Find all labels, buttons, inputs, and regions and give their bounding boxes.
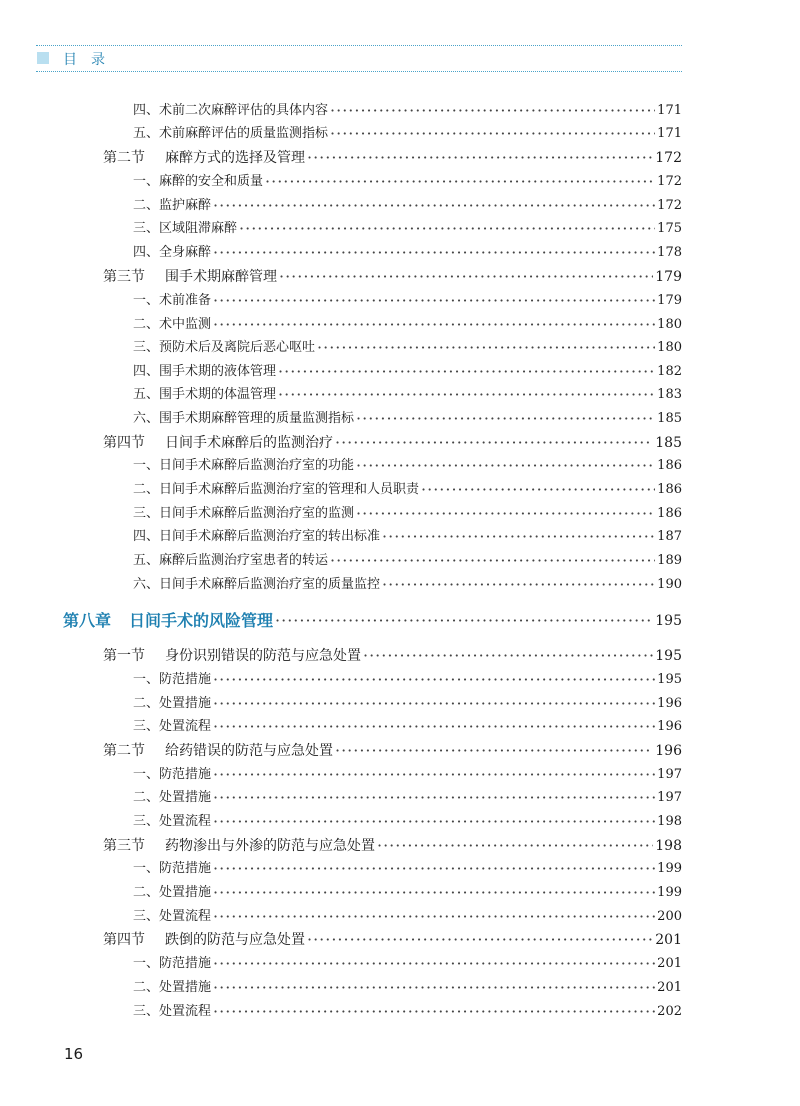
toc-entry-title: 六、日间手术麻醉后监测治疗室的质量监控 bbox=[133, 577, 381, 592]
toc-entry-title: 三、处置流程 bbox=[133, 814, 212, 829]
header-square-icon bbox=[37, 52, 49, 64]
toc-entry-title: 日间手术的风险管理 bbox=[129, 611, 274, 630]
toc-entry-title: 跌倒的防范与应急处置 bbox=[165, 932, 305, 948]
toc-entry-title: 二、处置措施 bbox=[133, 980, 212, 995]
toc-entry-label bbox=[133, 811, 211, 833]
toc-entry-label bbox=[133, 716, 211, 738]
toc-entry-title: 一、麻醉的安全和质量 bbox=[133, 174, 264, 189]
dot-leader bbox=[330, 550, 655, 572]
toc-entry-page-number: 201 bbox=[657, 980, 682, 995]
toc-entry-label bbox=[103, 929, 305, 951]
page-number: 16 bbox=[64, 1045, 84, 1063]
toc-entry-page-number: 201 bbox=[655, 932, 682, 948]
dot-leader bbox=[330, 123, 655, 145]
toc-item-row[interactable] bbox=[133, 361, 682, 383]
toc-section-row[interactable] bbox=[103, 266, 682, 288]
toc-entry-page-number: 186 bbox=[657, 458, 682, 473]
toc-entry-page-number: 185 bbox=[655, 435, 682, 451]
toc-section-row[interactable] bbox=[103, 645, 682, 667]
dot-leader bbox=[213, 882, 655, 904]
toc-entry-title: 一、防范措施 bbox=[133, 672, 212, 687]
toc-item-row[interactable] bbox=[133, 218, 682, 240]
dot-leader bbox=[278, 384, 655, 406]
toc-entry-page-number: 195 bbox=[657, 672, 682, 687]
toc-entry-title: 身份识别错误的防范与应急处置 bbox=[165, 648, 361, 664]
dot-leader bbox=[382, 574, 655, 596]
toc-entry-title: 二、处置措施 bbox=[133, 696, 212, 711]
toc-entry-page-number: 190 bbox=[657, 577, 682, 592]
toc-item-row[interactable] bbox=[133, 550, 682, 572]
toc-entry-title: 二、日间手术麻醉后监测治疗室的管理和人员职责 bbox=[133, 482, 420, 497]
toc-entry-page-number: 171 bbox=[657, 126, 682, 141]
toc-entry-label bbox=[133, 977, 211, 999]
running-header-title: 目录 bbox=[63, 52, 119, 68]
toc-item-row[interactable] bbox=[133, 716, 682, 738]
toc-entry-title: 麻醉方式的选择及管理 bbox=[165, 150, 305, 166]
toc-item-row[interactable] bbox=[133, 882, 682, 904]
toc-entry-title: 四、术前二次麻醉评估的具体内容 bbox=[133, 103, 329, 118]
toc-entry-label bbox=[133, 858, 211, 880]
toc-entry-label bbox=[133, 361, 276, 383]
toc-entry-label bbox=[133, 1001, 211, 1023]
toc-item-row[interactable] bbox=[133, 669, 682, 691]
toc-entry-page-number: 197 bbox=[657, 790, 682, 805]
toc-entry-page-number: 195 bbox=[655, 648, 682, 664]
toc-entry-title: 三、处置流程 bbox=[133, 909, 212, 924]
toc-item-row[interactable] bbox=[133, 479, 682, 501]
toc-item-row[interactable] bbox=[133, 455, 682, 477]
toc-entry-title: 三、处置流程 bbox=[133, 1004, 212, 1019]
toc-entry-title: 日间手术麻醉后的监测治疗 bbox=[165, 435, 333, 451]
toc-item-row[interactable] bbox=[133, 693, 682, 715]
toc-entry-page-number: 182 bbox=[657, 364, 682, 379]
toc-section-row[interactable] bbox=[103, 835, 682, 857]
toc-entry-page-number: 179 bbox=[657, 293, 682, 308]
toc-entry-number: 第八章 bbox=[63, 611, 112, 630]
toc-entry-page-number: 172 bbox=[657, 198, 682, 213]
dot-leader bbox=[213, 290, 655, 312]
toc-entry-page-number: 201 bbox=[657, 956, 682, 971]
toc-entry-page-number: 198 bbox=[657, 814, 682, 829]
toc-entry-title: 三、日间手术麻醉后监测治疗室的监测 bbox=[133, 506, 355, 521]
dot-leader bbox=[213, 787, 655, 809]
toc-entry-label bbox=[63, 610, 273, 632]
toc-entry-label bbox=[133, 290, 211, 312]
toc-entry-title: 二、术中监测 bbox=[133, 317, 212, 332]
toc-entry-title: 药物渗出与外渗的防范与应急处置 bbox=[165, 838, 375, 854]
toc-item-row[interactable] bbox=[133, 384, 682, 406]
toc-entry-label bbox=[133, 764, 211, 786]
toc-entry-page-number: 178 bbox=[657, 245, 682, 260]
toc-entry-title: 五、围手术期的体温管理 bbox=[133, 387, 277, 402]
toc-entry-label bbox=[133, 906, 211, 928]
toc-entry-label bbox=[103, 147, 305, 169]
toc-entry-title: 三、处置流程 bbox=[133, 719, 212, 734]
dot-leader bbox=[421, 479, 655, 501]
toc-entry-title: 二、处置措施 bbox=[133, 790, 212, 805]
toc-item-row[interactable] bbox=[133, 811, 682, 833]
dot-leader bbox=[278, 361, 655, 383]
dot-leader bbox=[356, 455, 655, 477]
toc-item-row[interactable] bbox=[133, 171, 682, 193]
toc-entry-label bbox=[133, 242, 211, 264]
dot-leader bbox=[265, 171, 655, 193]
toc-item-row[interactable] bbox=[133, 408, 682, 430]
dot-leader bbox=[382, 526, 655, 548]
toc-entry-label bbox=[133, 550, 328, 572]
toc-entry-page-number: 198 bbox=[655, 838, 682, 854]
toc-entry-page-number: 195 bbox=[655, 613, 682, 629]
toc-item-row[interactable] bbox=[133, 1001, 682, 1023]
toc-item-row[interactable] bbox=[133, 764, 682, 786]
toc-entry-label bbox=[103, 266, 277, 288]
toc-entry-number: 第二节 bbox=[103, 743, 145, 759]
dot-leader bbox=[213, 195, 655, 217]
toc-entry-page-number: 189 bbox=[657, 553, 682, 568]
toc-entry-number: 第四节 bbox=[103, 932, 145, 948]
toc-entry-page-number: 171 bbox=[657, 103, 682, 118]
toc-entry-label bbox=[133, 195, 211, 217]
toc-entry-label bbox=[133, 171, 263, 193]
toc-entry-title: 一、日间手术麻醉后监测治疗室的功能 bbox=[133, 458, 355, 473]
toc-entry-page-number: 180 bbox=[657, 317, 682, 332]
toc-entry-label bbox=[133, 526, 380, 548]
toc-entry-label bbox=[133, 953, 211, 975]
dot-leader bbox=[213, 858, 655, 880]
dot-leader bbox=[275, 610, 653, 632]
toc-entry-page-number: 199 bbox=[657, 861, 682, 876]
toc-entry-title: 三、预防术后及离院后恶心呕吐 bbox=[133, 340, 316, 355]
toc-entry-label bbox=[133, 123, 328, 145]
toc-entry-page-number: 196 bbox=[657, 719, 682, 734]
toc-entry-label bbox=[133, 479, 419, 501]
toc-item-row[interactable] bbox=[133, 858, 682, 880]
toc-entry-title: 五、麻醉后监测治疗室患者的转运 bbox=[133, 553, 329, 568]
dot-leader bbox=[213, 811, 655, 833]
dot-leader bbox=[356, 408, 655, 430]
toc-entry-title: 一、防范措施 bbox=[133, 861, 212, 876]
toc-entry-page-number: 197 bbox=[657, 767, 682, 782]
toc-entry-page-number: 202 bbox=[657, 1004, 682, 1019]
dot-leader bbox=[356, 503, 655, 525]
toc-entry-number: 第四节 bbox=[103, 435, 145, 451]
toc-entry-label bbox=[103, 645, 361, 667]
toc-entry-title: 一、术前准备 bbox=[133, 293, 212, 308]
toc-entry-page-number: 187 bbox=[657, 529, 682, 544]
toc-entry-number: 第三节 bbox=[103, 838, 145, 854]
toc-entry-label bbox=[133, 787, 211, 809]
dot-leader bbox=[213, 716, 655, 738]
dot-leader bbox=[213, 669, 655, 691]
toc-section-row[interactable] bbox=[103, 432, 682, 454]
toc-item-row[interactable] bbox=[133, 242, 682, 264]
toc-item-row[interactable] bbox=[133, 195, 682, 217]
dot-leader bbox=[335, 740, 653, 762]
toc-entry-page-number: 186 bbox=[657, 482, 682, 497]
toc-entry-label bbox=[133, 455, 354, 477]
dot-leader bbox=[213, 314, 655, 336]
dot-leader bbox=[213, 977, 655, 999]
toc-entry-page-number: 179 bbox=[655, 269, 682, 285]
toc-chapter-row[interactable] bbox=[63, 610, 682, 632]
dot-leader bbox=[307, 147, 653, 169]
toc-entry-label bbox=[133, 100, 328, 122]
dot-leader bbox=[213, 906, 655, 928]
dot-leader bbox=[213, 953, 655, 975]
dot-leader bbox=[213, 764, 655, 786]
toc-entry-page-number: 172 bbox=[657, 174, 682, 189]
toc-entry-page-number: 183 bbox=[657, 387, 682, 402]
dot-leader bbox=[239, 218, 655, 240]
toc-entry-page-number: 186 bbox=[657, 506, 682, 521]
toc-entry-title: 二、处置措施 bbox=[133, 885, 212, 900]
toc-entry-label bbox=[133, 693, 211, 715]
toc-entry-title: 给药错误的防范与应急处置 bbox=[165, 743, 333, 759]
toc-entry-title: 六、围手术期麻醉管理的质量监测指标 bbox=[133, 411, 355, 426]
toc-item-row[interactable] bbox=[133, 503, 682, 525]
dot-leader bbox=[213, 242, 655, 264]
dot-leader bbox=[330, 100, 655, 122]
toc-entry-page-number: 172 bbox=[655, 150, 682, 166]
toc-item-row[interactable] bbox=[133, 574, 682, 596]
toc-entry-page-number: 196 bbox=[655, 743, 682, 759]
toc-entry-page-number: 199 bbox=[657, 885, 682, 900]
toc-entry-number: 第二节 bbox=[103, 150, 145, 166]
toc-entry-label bbox=[133, 503, 354, 525]
toc-item-row[interactable] bbox=[133, 290, 682, 312]
toc-entry-title: 五、术前麻醉评估的质量监测指标 bbox=[133, 126, 329, 141]
toc-entry-title: 四、围手术期的液体管理 bbox=[133, 364, 277, 379]
toc-entry-number: 第一节 bbox=[103, 648, 145, 664]
dot-leader bbox=[335, 432, 653, 454]
dot-leader bbox=[317, 337, 655, 359]
toc-entry-page-number: 185 bbox=[657, 411, 682, 426]
toc-item-row[interactable] bbox=[133, 787, 682, 809]
toc-entry-number: 第三节 bbox=[103, 269, 145, 285]
toc-entry-label bbox=[103, 740, 333, 762]
toc-entry-label bbox=[133, 384, 276, 406]
toc-entry-label bbox=[133, 314, 211, 336]
toc-item-row[interactable] bbox=[133, 906, 682, 928]
toc-entry-page-number: 180 bbox=[657, 340, 682, 355]
toc-entry-label bbox=[133, 218, 237, 240]
toc-item-row[interactable] bbox=[133, 526, 682, 548]
toc-entry-label bbox=[133, 337, 315, 359]
toc-entry-label bbox=[133, 574, 380, 596]
toc-entry-title: 一、防范措施 bbox=[133, 767, 212, 782]
toc-item-row[interactable] bbox=[133, 977, 682, 999]
toc-entry-title: 三、区域阻滞麻醉 bbox=[133, 221, 238, 236]
toc-section-row[interactable] bbox=[103, 147, 682, 169]
toc-entry-label bbox=[133, 408, 354, 430]
toc-item-row[interactable] bbox=[133, 953, 682, 975]
toc-entry-page-number: 196 bbox=[657, 696, 682, 711]
toc-section-row[interactable] bbox=[103, 740, 682, 762]
toc-entry-page-number: 175 bbox=[657, 221, 682, 236]
toc-item-row[interactable] bbox=[133, 100, 682, 122]
toc-entry-label bbox=[103, 432, 333, 454]
dot-leader bbox=[213, 693, 655, 715]
toc-entry-title: 围手术期麻醉管理 bbox=[165, 269, 277, 285]
toc-entry-title: 四、日间手术麻醉后监测治疗室的转出标准 bbox=[133, 529, 381, 544]
header-rule-top bbox=[36, 45, 682, 46]
toc-item-row[interactable] bbox=[133, 123, 682, 145]
dot-leader bbox=[363, 645, 653, 667]
dot-leader bbox=[307, 929, 653, 951]
toc-item-row[interactable] bbox=[133, 337, 682, 359]
toc-entry-label bbox=[133, 669, 211, 691]
toc-entry-title: 四、全身麻醉 bbox=[133, 245, 212, 260]
toc-section-row[interactable] bbox=[103, 929, 682, 951]
toc-entry-title: 一、防范措施 bbox=[133, 956, 212, 971]
toc-entry-title: 二、监护麻醉 bbox=[133, 198, 212, 213]
toc-entry-label bbox=[133, 882, 211, 904]
header-rule-bottom bbox=[36, 71, 682, 72]
toc-item-row[interactable] bbox=[133, 314, 682, 336]
toc-entry-page-number: 200 bbox=[657, 909, 682, 924]
dot-leader bbox=[213, 1001, 655, 1023]
dot-leader bbox=[377, 835, 653, 857]
dot-leader bbox=[279, 266, 653, 288]
toc-entry-label bbox=[103, 835, 375, 857]
